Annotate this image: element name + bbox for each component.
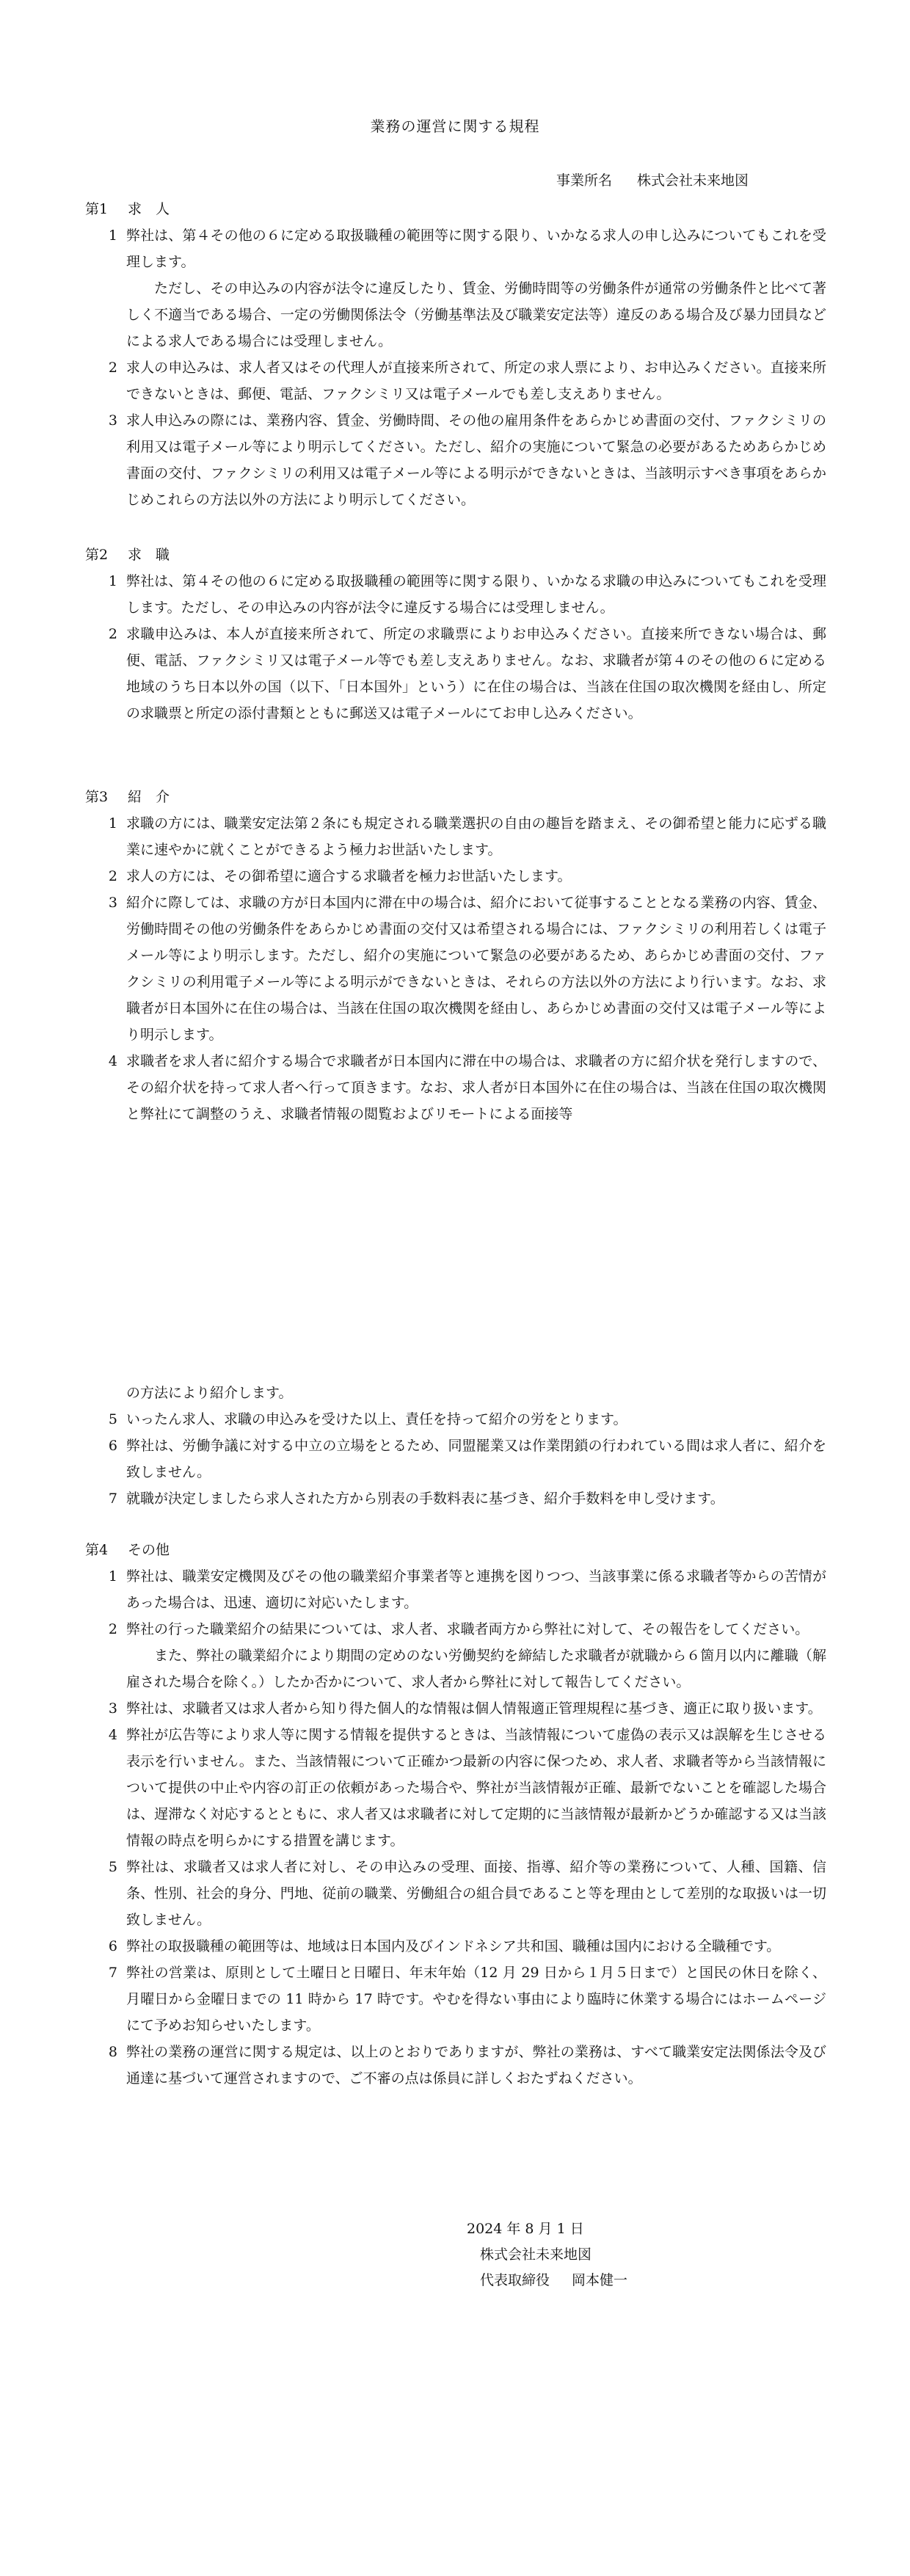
section-recruitment	[85, 196, 826, 513]
item-text: 弊社の営業は、原則として土曜日と日曜日、年末年始（12 月 29 日から１月５日まで）と国民の休日を除く、月曜日から金曜日までの 11 時から 17 時です。やむを得ない事由により臨時に休業する場合にはホームページにて予めお知らせいたします。	[126, 1965, 826, 2034]
representative-line	[467, 2268, 627, 2293]
list-item	[85, 1485, 826, 1512]
list-item	[85, 354, 826, 407]
item-text: 弊社は、第４その他の６に定める取扱職種の範囲等に関する限り、いかなる求職の申込みについてもこれを受理します。ただし、その申込みの内容が法令に違反する場合には受理しません。	[126, 573, 826, 616]
item-text: いったん求人、求職の申込みを受けた以上、責任を持って紹介の労をとります。	[126, 1411, 627, 1427]
item-number: 3	[108, 1700, 117, 1717]
list-item	[85, 1695, 826, 1722]
item-number: 6	[108, 1438, 117, 1454]
section-number: 第1	[85, 201, 109, 217]
item-number: 8	[108, 2044, 117, 2060]
list-item	[85, 1933, 826, 1960]
item-text: 弊社の業務の運営に関する規定は、以上のとおりでありますが、弊社の業務は、すべて職業安定法関係法令及び通達に基づいて運営されますので、ご不審の点は係員に詳しくおたずねください。	[126, 2044, 826, 2086]
section-title: 求 職	[128, 547, 170, 563]
item-text: 弊社が広告等により求人等に関する情報を提供するときは、当該情報について虚偽の表示又は誤解を生じさせる表示を行いません。また、当該情報について正確かつ最新の内容に保つため、求人者、求職者等から当該情報について提供の中止や内容の訂正の依頼があった場合や、弊社が当該情報が正確、最新でないことを確認した場合は、遅滞なく対応するとともに、求人者又は求職者に対して定期的に当該情報が最新かどうか確認する又は当該情報の時点を明らかにする措置を講じます。	[126, 1727, 826, 1849]
list-item	[85, 621, 826, 727]
item-text: 求職の方には、職業安定法第２条にも規定される職業選択の自由の趣旨を踏まえ、その御希望と能力に応ずる職業に速やかに就くことができるよう極力お世話いたします。	[126, 815, 826, 858]
indented-paragraph: また、弊社の職業紹介により期間の定めのない労働契約を締結した求職者が就職から６箇月以内に離職（解雇された場合を除く。）したか否かについて、求人者から弊社に対して報告してください。	[126, 1648, 826, 1690]
company-name: 株式会社未来地図	[480, 2246, 592, 2263]
closing-block	[467, 2216, 627, 2293]
item-text: 弊社は、求職者又は求人者に対し、その申込みの受理、面接、指導、紹介等の業務について、人種、国籍、信条、性別、社会的身分、門地、従前の職業、労働組合の組合員であること等を理由として差別的な取扱いは一切致しません。	[126, 1859, 826, 1928]
list-item	[85, 1854, 826, 1933]
section-title: 紹 介	[128, 789, 170, 805]
office-name: 株式会社未来地図	[636, 172, 749, 189]
item-text: 弊社は、職業安定機関及びその他の職業紹介事業者等と連携を図りつつ、当該事業に係る求職者等からの苦情があった場合は、迅速、適切に対応いたします。	[126, 1568, 826, 1611]
office-label: 事業所名	[556, 172, 612, 189]
list-item	[85, 1722, 826, 1854]
item-text: 弊社の行った職業紹介の結果については、求人者、求職者両方から弊社に対して、その報告をしてください。	[126, 1621, 809, 1637]
item-number: 1	[108, 815, 117, 832]
item-text: 弊社は、求職者又は求人者から知り得た個人的な情報は個人情報適正管理規程に基づき、適正に取り扱います。	[126, 1700, 822, 1717]
item-text: 就職が決定しましたら求人された方から別表の手数料表に基づき、紹介手数料を申し受けます。	[126, 1491, 724, 1507]
list-item	[85, 1563, 826, 1616]
list-item	[85, 863, 826, 889]
section-job-seeking	[85, 542, 826, 727]
item-number: 3	[108, 895, 117, 911]
item-number: 3	[108, 412, 117, 429]
item-number: 5	[108, 1411, 117, 1427]
list-item	[85, 2039, 826, 2092]
item-text: 弊社は、第４その他の６に定める取扱職種の範囲等に関する限り、いかなる求人の申し込みについてもこれを受理します。	[126, 228, 826, 270]
section-heading	[85, 784, 826, 810]
item-number: 1	[108, 228, 117, 244]
section-number: 第4	[85, 1542, 109, 1558]
item-text: 求職申込みは、本人が直接来所されて、所定の求職票によりお申込みください。直接来所できない場合は、郵便、電話、ファクシミリ又は電子メール等でも差し支えありません。なお、求職者が第４のその他の６に定める地域のうち日本以外の国（以下、「日本国外」という）に在住の場合は、当該在住国の取次機関を経由し、所定の求職票と所定の添付書類とともに郵送又は電子メールにてお申し込みください。	[126, 626, 826, 721]
list-item	[85, 1048, 826, 1127]
indented-paragraph: ただし、その申込みの内容が法令に違反したり、賃金、労働時間等の労働条件が通常の労働条件と比べて著しく不適当である場合、一定の労働関係法令（労働基準法及び職業安定法等）違反のある場合及び暴力団員などによる求人である場合には受理しません。	[126, 280, 826, 349]
item-text: 弊社は、労働争議に対する中立の立場をとるため、同盟罷業又は作業閉鎖の行われている間は求人者に、紹介を致しません。	[126, 1438, 826, 1480]
list-item	[85, 1616, 826, 1642]
item-text: 紹介に際しては、求職の方が日本国内に滞在中の場合は、紹介において従事することとなる業務の内容、賃金、労働時間その他の労働条件をあらかじめ書面の交付又は希望される場合には、ファクシミリの利用若しくは電子メール等により明示します。ただし、紹介の実施について緊急の必要があるため、あらかじめ書面の交付、ファクシミリの利用電子メール等による明示ができないときは、それらの方法以外の方法により行います。なお、求職者が日本国外に在住の場合は、当該在住国の取次機関を経由し、あらかじめ書面の交付又は電子メール等により明示します。	[126, 895, 826, 1043]
item-number: 2	[108, 360, 117, 376]
section-referral-continued	[85, 1380, 826, 1512]
item-number: 2	[108, 626, 117, 642]
section-heading	[85, 1537, 826, 1563]
item-number: 2	[108, 1621, 117, 1637]
list-item	[85, 1406, 826, 1433]
section-heading	[85, 196, 826, 222]
item-number: 4	[108, 1727, 117, 1743]
section-heading	[85, 542, 826, 568]
item-text: 求人申込みの際には、業務内容、賃金、労働時間、その他の雇用条件をあらかじめ書面の交付、ファクシミリの利用又は電子メール等により明示してください。ただし、紹介の実施について緊急の必要があるためあらかじめ書面の交付、ファクシミリの利用又は電子メール等による明示ができないときは、当該明示すべき事項をあらかじめこれらの方法以外の方法により明示してください。	[126, 412, 826, 508]
item-text: 弊社の取扱職種の範囲等は、地域は日本国内及びインドネシア共和国、職種は国内における全職種です。	[126, 1938, 781, 1954]
list-item	[85, 889, 826, 1048]
item-number: 1	[108, 573, 117, 589]
item-number: 2	[108, 868, 117, 884]
list-item	[85, 1960, 826, 2039]
list-item	[85, 1433, 826, 1485]
item-number: 5	[108, 1859, 117, 1875]
list-item	[85, 810, 826, 863]
section-title: その他	[128, 1542, 170, 1558]
office-line	[556, 167, 749, 194]
item-text: 求人の方には、その御希望に適合する求職者を極力お世話いたします。	[126, 868, 572, 884]
list-item	[85, 407, 826, 513]
item-continuation: の方法により紹介します。	[126, 1385, 293, 1401]
item-number: 7	[108, 1491, 117, 1507]
document-title: 業務の運営に関する規程	[370, 117, 540, 135]
section-title: 求 人	[128, 201, 170, 217]
section-other	[85, 1537, 826, 2092]
item-number: 6	[108, 1938, 117, 1954]
section-referral	[85, 784, 826, 1127]
list-item	[85, 568, 826, 621]
item-number: 7	[108, 1965, 117, 1981]
section-number: 第3	[85, 789, 109, 805]
representative-name: 岡本健一	[572, 2272, 628, 2288]
item-number: 4	[108, 1053, 117, 1069]
section-number: 第2	[85, 547, 109, 563]
item-text: 求職者を求人者に紹介する場合で求職者が日本国内に滞在中の場合は、求職者の方に紹介状を発行しますので、その紹介状を持って求人者へ行って頂きます。なお、求人者が日本国外に在住の場合は、当該在住国の取次機関と弊社にて調整のうえ、求職者情報の閲覧およびリモートによる面接等	[126, 1053, 826, 1122]
list-item	[85, 222, 826, 275]
item-text: 求人の申込みは、求人者又はその代理人が直接来所されて、所定の求人票により、お申込みください。直接来所できないときは、郵便、電話、ファクシミリ又は電子メールでも差し支えありません。	[126, 360, 826, 402]
representative-title: 代表取締役	[480, 2272, 550, 2288]
issue-date: 2024 年 8 月 1 日	[467, 2221, 584, 2237]
item-number: 1	[108, 1568, 117, 1584]
